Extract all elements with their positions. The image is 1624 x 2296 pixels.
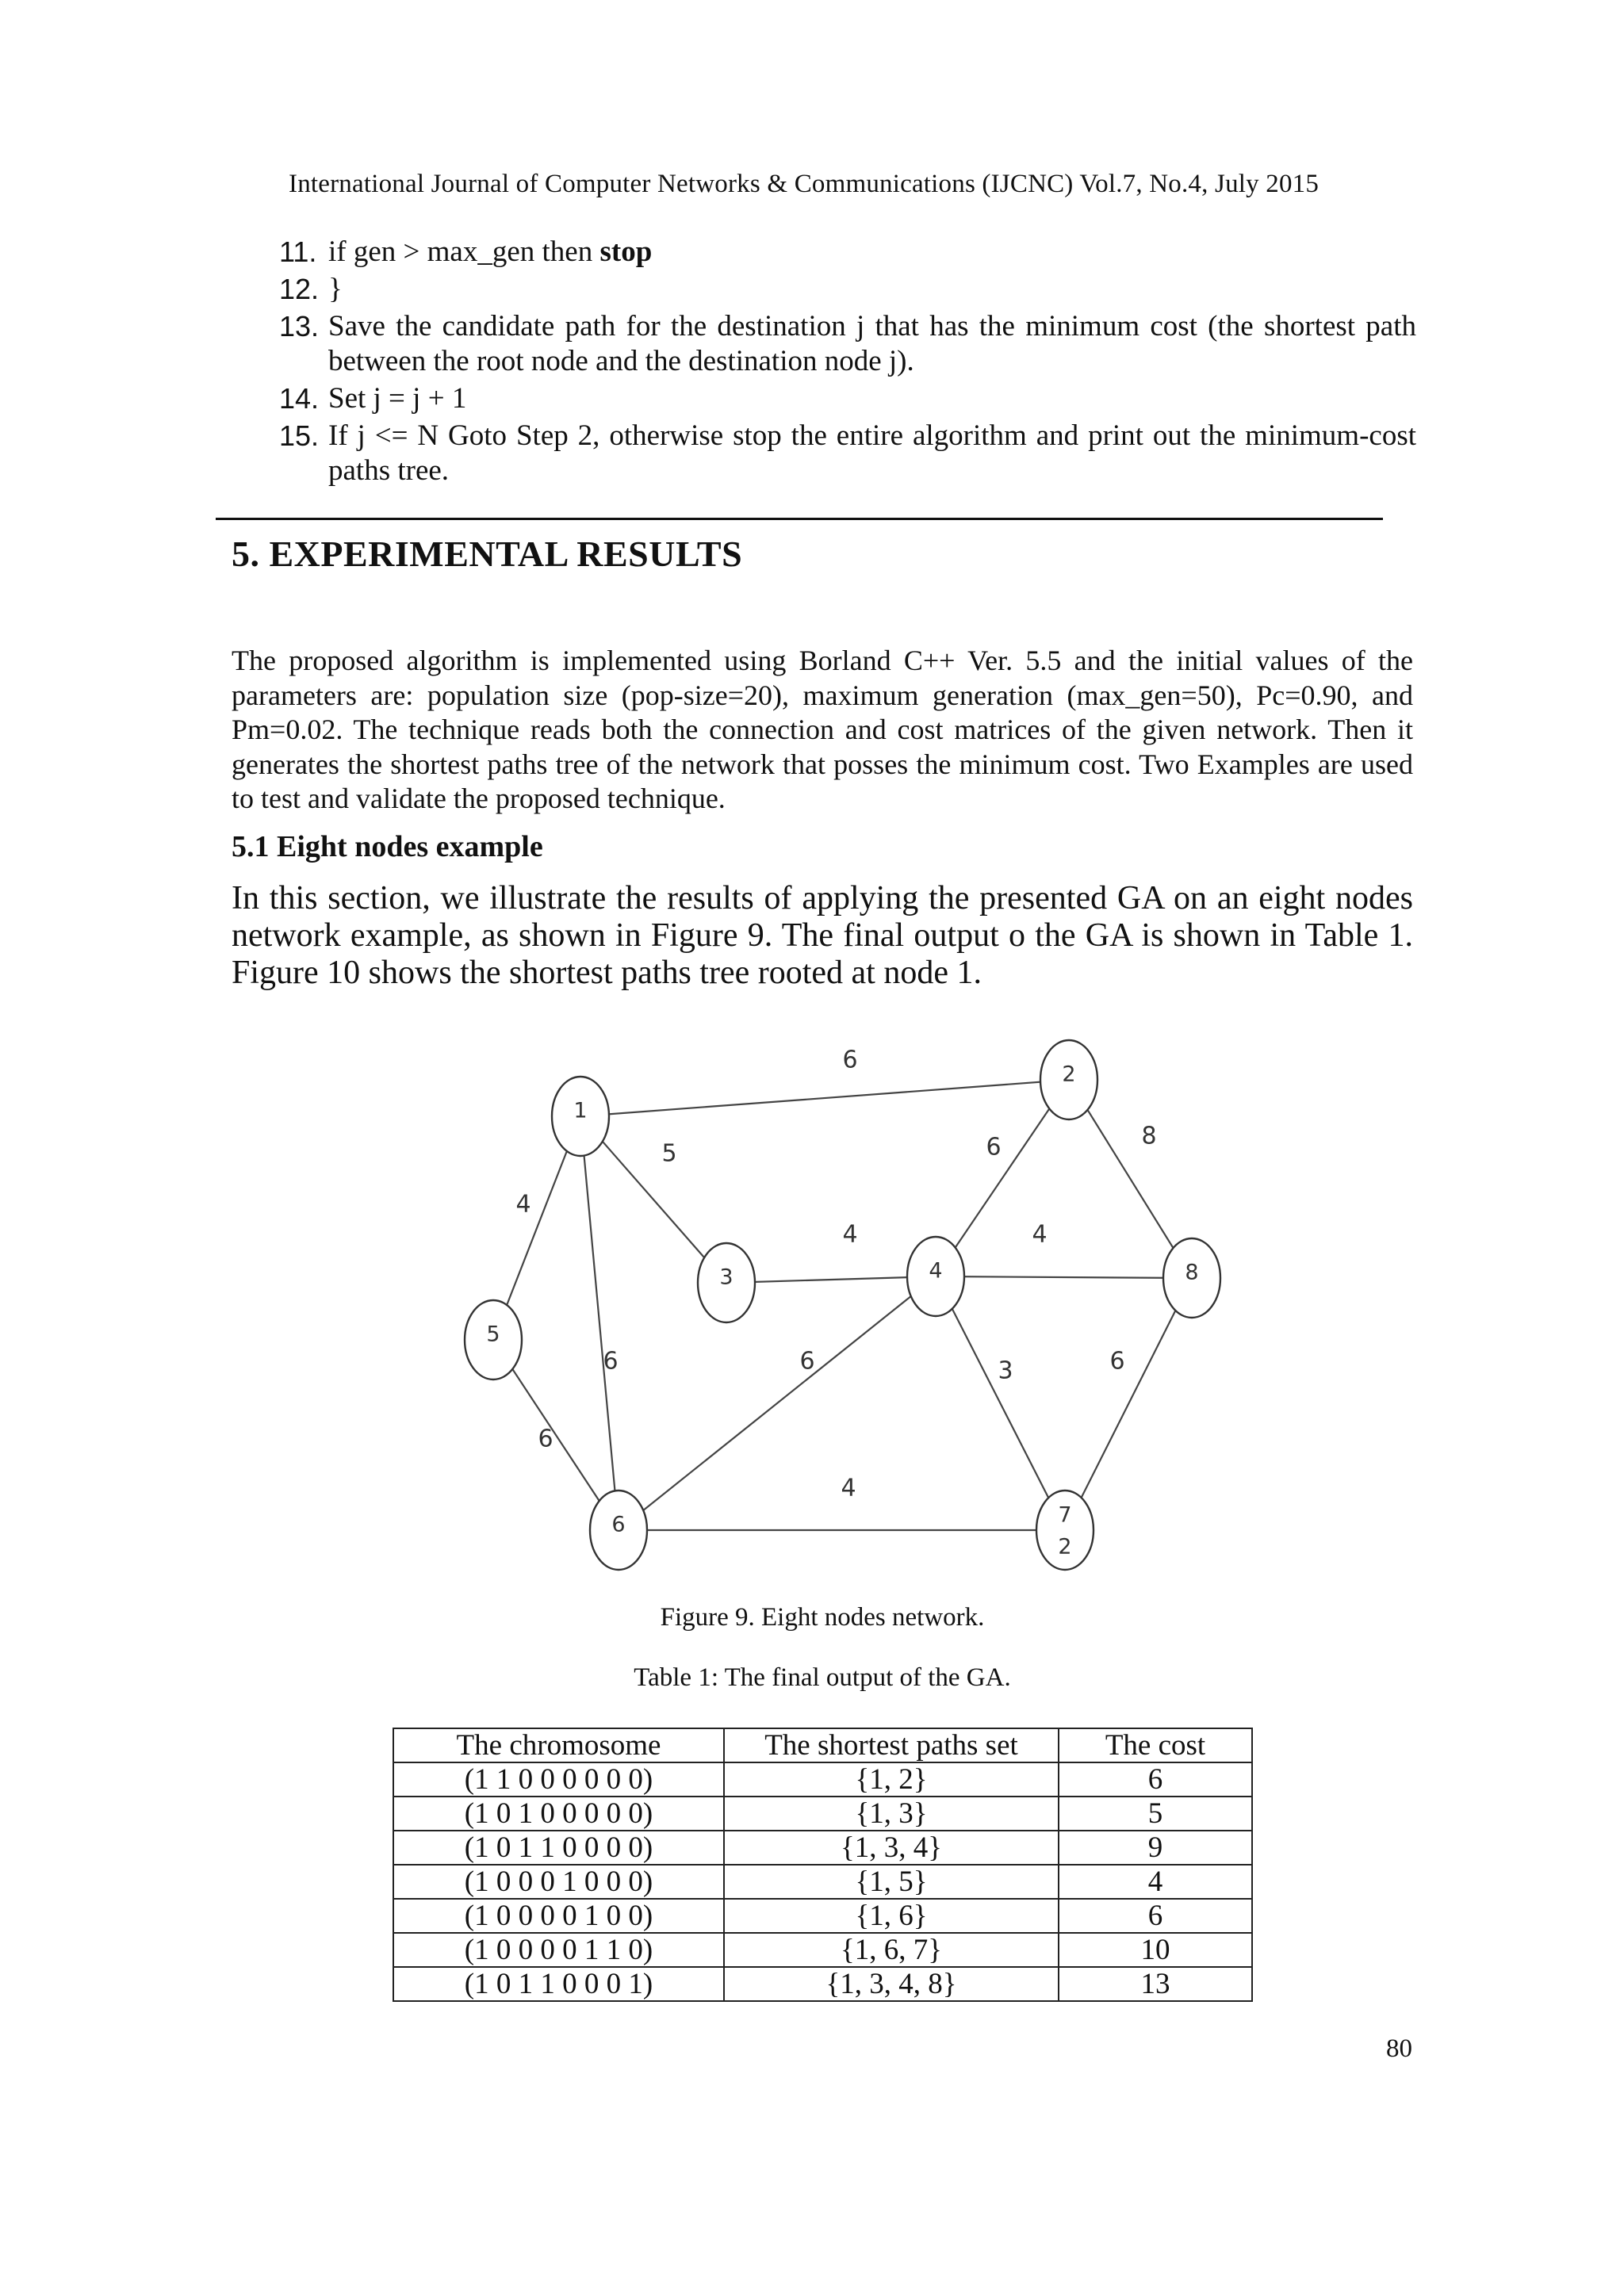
cell-paths: {1, 6, 7}: [724, 1933, 1059, 1967]
table-row: [393, 1831, 1252, 1865]
paragraph-example: In this section, we illustrate the results of applying the presented GA on an eight nodes network example, as shown in Figure 9. The final output o the GA is shown in Table 1. Figure 10 shows the shortest paths tree rooted at node 1.: [232, 880, 1413, 991]
network-graph: [444, 1023, 1237, 1594]
node-label: 2: [1062, 1062, 1076, 1087]
table-caption: Table 1: The final output of the GA.: [634, 1663, 1011, 1692]
table-row: [393, 1967, 1252, 2001]
edge-weight-label: 4: [1032, 1220, 1048, 1249]
edge-1-6: [580, 1116, 619, 1530]
cell-paths: {1, 5}: [724, 1865, 1059, 1899]
cell-paths: {1, 3}: [724, 1797, 1059, 1831]
cell-cost: 4: [1059, 1865, 1252, 1899]
cell-chromosome: (1 0 0 0 0 1 0 0): [393, 1899, 724, 1933]
cell-cost: 10: [1059, 1933, 1252, 1967]
step-text: if gen > max_gen then: [328, 235, 600, 268]
edge-weight-label: 6: [1109, 1347, 1125, 1376]
step-item: [279, 419, 1416, 488]
cell-chromosome: (1 0 1 1 0 0 0 1): [393, 1967, 724, 2001]
edge-weight-label: 4: [842, 1220, 858, 1249]
edge-4-8: [936, 1276, 1192, 1278]
edge-weight-label: 3: [998, 1357, 1013, 1385]
table-header-row: [393, 1728, 1252, 1762]
edge-weight-label: 4: [515, 1190, 531, 1219]
step-item: [279, 381, 1416, 416]
step-number: 15.: [279, 419, 320, 452]
node-label: 5: [486, 1322, 500, 1347]
page-number: 80: [1386, 2034, 1412, 2063]
column-header-cost: The cost: [1059, 1728, 1252, 1762]
edge-weight-label: 6: [603, 1347, 619, 1376]
cell-chromosome: (1 0 1 0 0 0 0 0): [393, 1797, 724, 1831]
cell-cost: 6: [1059, 1762, 1252, 1797]
step-item: [279, 272, 1416, 307]
edge-weight-label: 6: [986, 1133, 1002, 1161]
network-figure: [444, 1023, 1237, 1594]
cell-paths: {1, 2}: [724, 1762, 1059, 1797]
edge-4-7: [936, 1276, 1065, 1530]
step-text: If j <= N Goto Step 2, otherwise stop the entire algorithm and print out the minimum-cost paths tree.: [328, 419, 1416, 487]
cell-chromosome: (1 0 0 0 1 0 0 0): [393, 1865, 724, 1899]
section-divider: [216, 518, 1383, 520]
step-item: [279, 235, 1416, 270]
column-header-paths: The shortest paths set: [724, 1728, 1059, 1762]
edge-3-4: [726, 1276, 936, 1283]
step-number: 13.: [279, 310, 320, 342]
section-title: 5. EXPERIMENTAL RESULTS: [232, 534, 743, 574]
cell-chromosome: (1 0 0 0 0 1 1 0): [393, 1933, 724, 1967]
node-sublabel: 2: [1058, 1534, 1072, 1559]
edge-4-6: [619, 1276, 936, 1530]
step-text: Save the candidate path for the destination j that has the minimum cost (the shortest path between the root node and the destination node j).: [328, 310, 1416, 377]
table-row: [393, 1933, 1252, 1967]
node-label: 3: [719, 1265, 733, 1290]
edge-weight-label: 8: [1141, 1122, 1157, 1150]
node-label: 4: [929, 1258, 943, 1284]
node-label: 8: [1185, 1260, 1199, 1285]
edge-weight-label: 6: [799, 1347, 815, 1376]
running-header: International Journal of Computer Networks & Communications (IJCNC) Vol.7, No.4, July 2015: [289, 170, 1320, 198]
cell-paths: {1, 3, 4}: [724, 1831, 1059, 1865]
table-row: [393, 1865, 1252, 1899]
node-label: 1: [573, 1098, 588, 1123]
subsection-title: 5.1 Eight nodes example: [232, 830, 543, 863]
cell-chromosome: (1 1 0 0 0 0 0 0): [393, 1762, 724, 1797]
step-number: 12.: [279, 273, 320, 305]
cell-cost: 13: [1059, 1967, 1252, 2001]
paragraph-implementation: The proposed algorithm is implemented using Borland C++ Ver. 5.5 and the initial values of the parameters are: population size (pop-size=20), maximum generation (max_gen=50), Pc=0.90, and Pm=0.02. The technique reads both the connection and cost matrices of the given network. Then it generates the shortest paths tree of the network that posses the minimum cost. Two Examples are used to test and validate the proposed technique.: [232, 645, 1413, 814]
cell-cost: 9: [1059, 1831, 1252, 1865]
node-label: 6: [611, 1512, 626, 1537]
cell-cost: 6: [1059, 1899, 1252, 1933]
step-item: [279, 309, 1416, 379]
step-number: 14.: [279, 382, 320, 415]
cell-cost: 5: [1059, 1797, 1252, 1831]
table-row: [393, 1899, 1252, 1933]
step-bold-text: stop: [599, 235, 653, 268]
cell-paths: {1, 6}: [724, 1899, 1059, 1933]
step-text: }: [328, 273, 343, 305]
figure-caption: Figure 9. Eight nodes network.: [660, 1603, 985, 1632]
edge-8-7: [1065, 1278, 1192, 1530]
step-number: 11.: [279, 235, 317, 268]
table-row: [393, 1797, 1252, 1831]
cell-chromosome: (1 0 1 1 0 0 0 0): [393, 1831, 724, 1865]
edge-1-2: [580, 1080, 1069, 1116]
edge-weight-label: 4: [841, 1474, 856, 1502]
edge-weight-label: 6: [538, 1425, 553, 1453]
column-header-chromosome: The chromosome: [393, 1728, 724, 1762]
table-row: [393, 1762, 1252, 1797]
results-table: [393, 1728, 1253, 2002]
node-label: 7: [1058, 1502, 1072, 1528]
edge-weight-label: 6: [842, 1046, 858, 1074]
cell-paths: {1, 3, 4, 8}: [724, 1967, 1059, 2001]
step-text: Set j = j + 1: [328, 382, 467, 415]
algorithm-steps: [279, 235, 1416, 491]
edge-weight-label: 5: [661, 1139, 677, 1168]
